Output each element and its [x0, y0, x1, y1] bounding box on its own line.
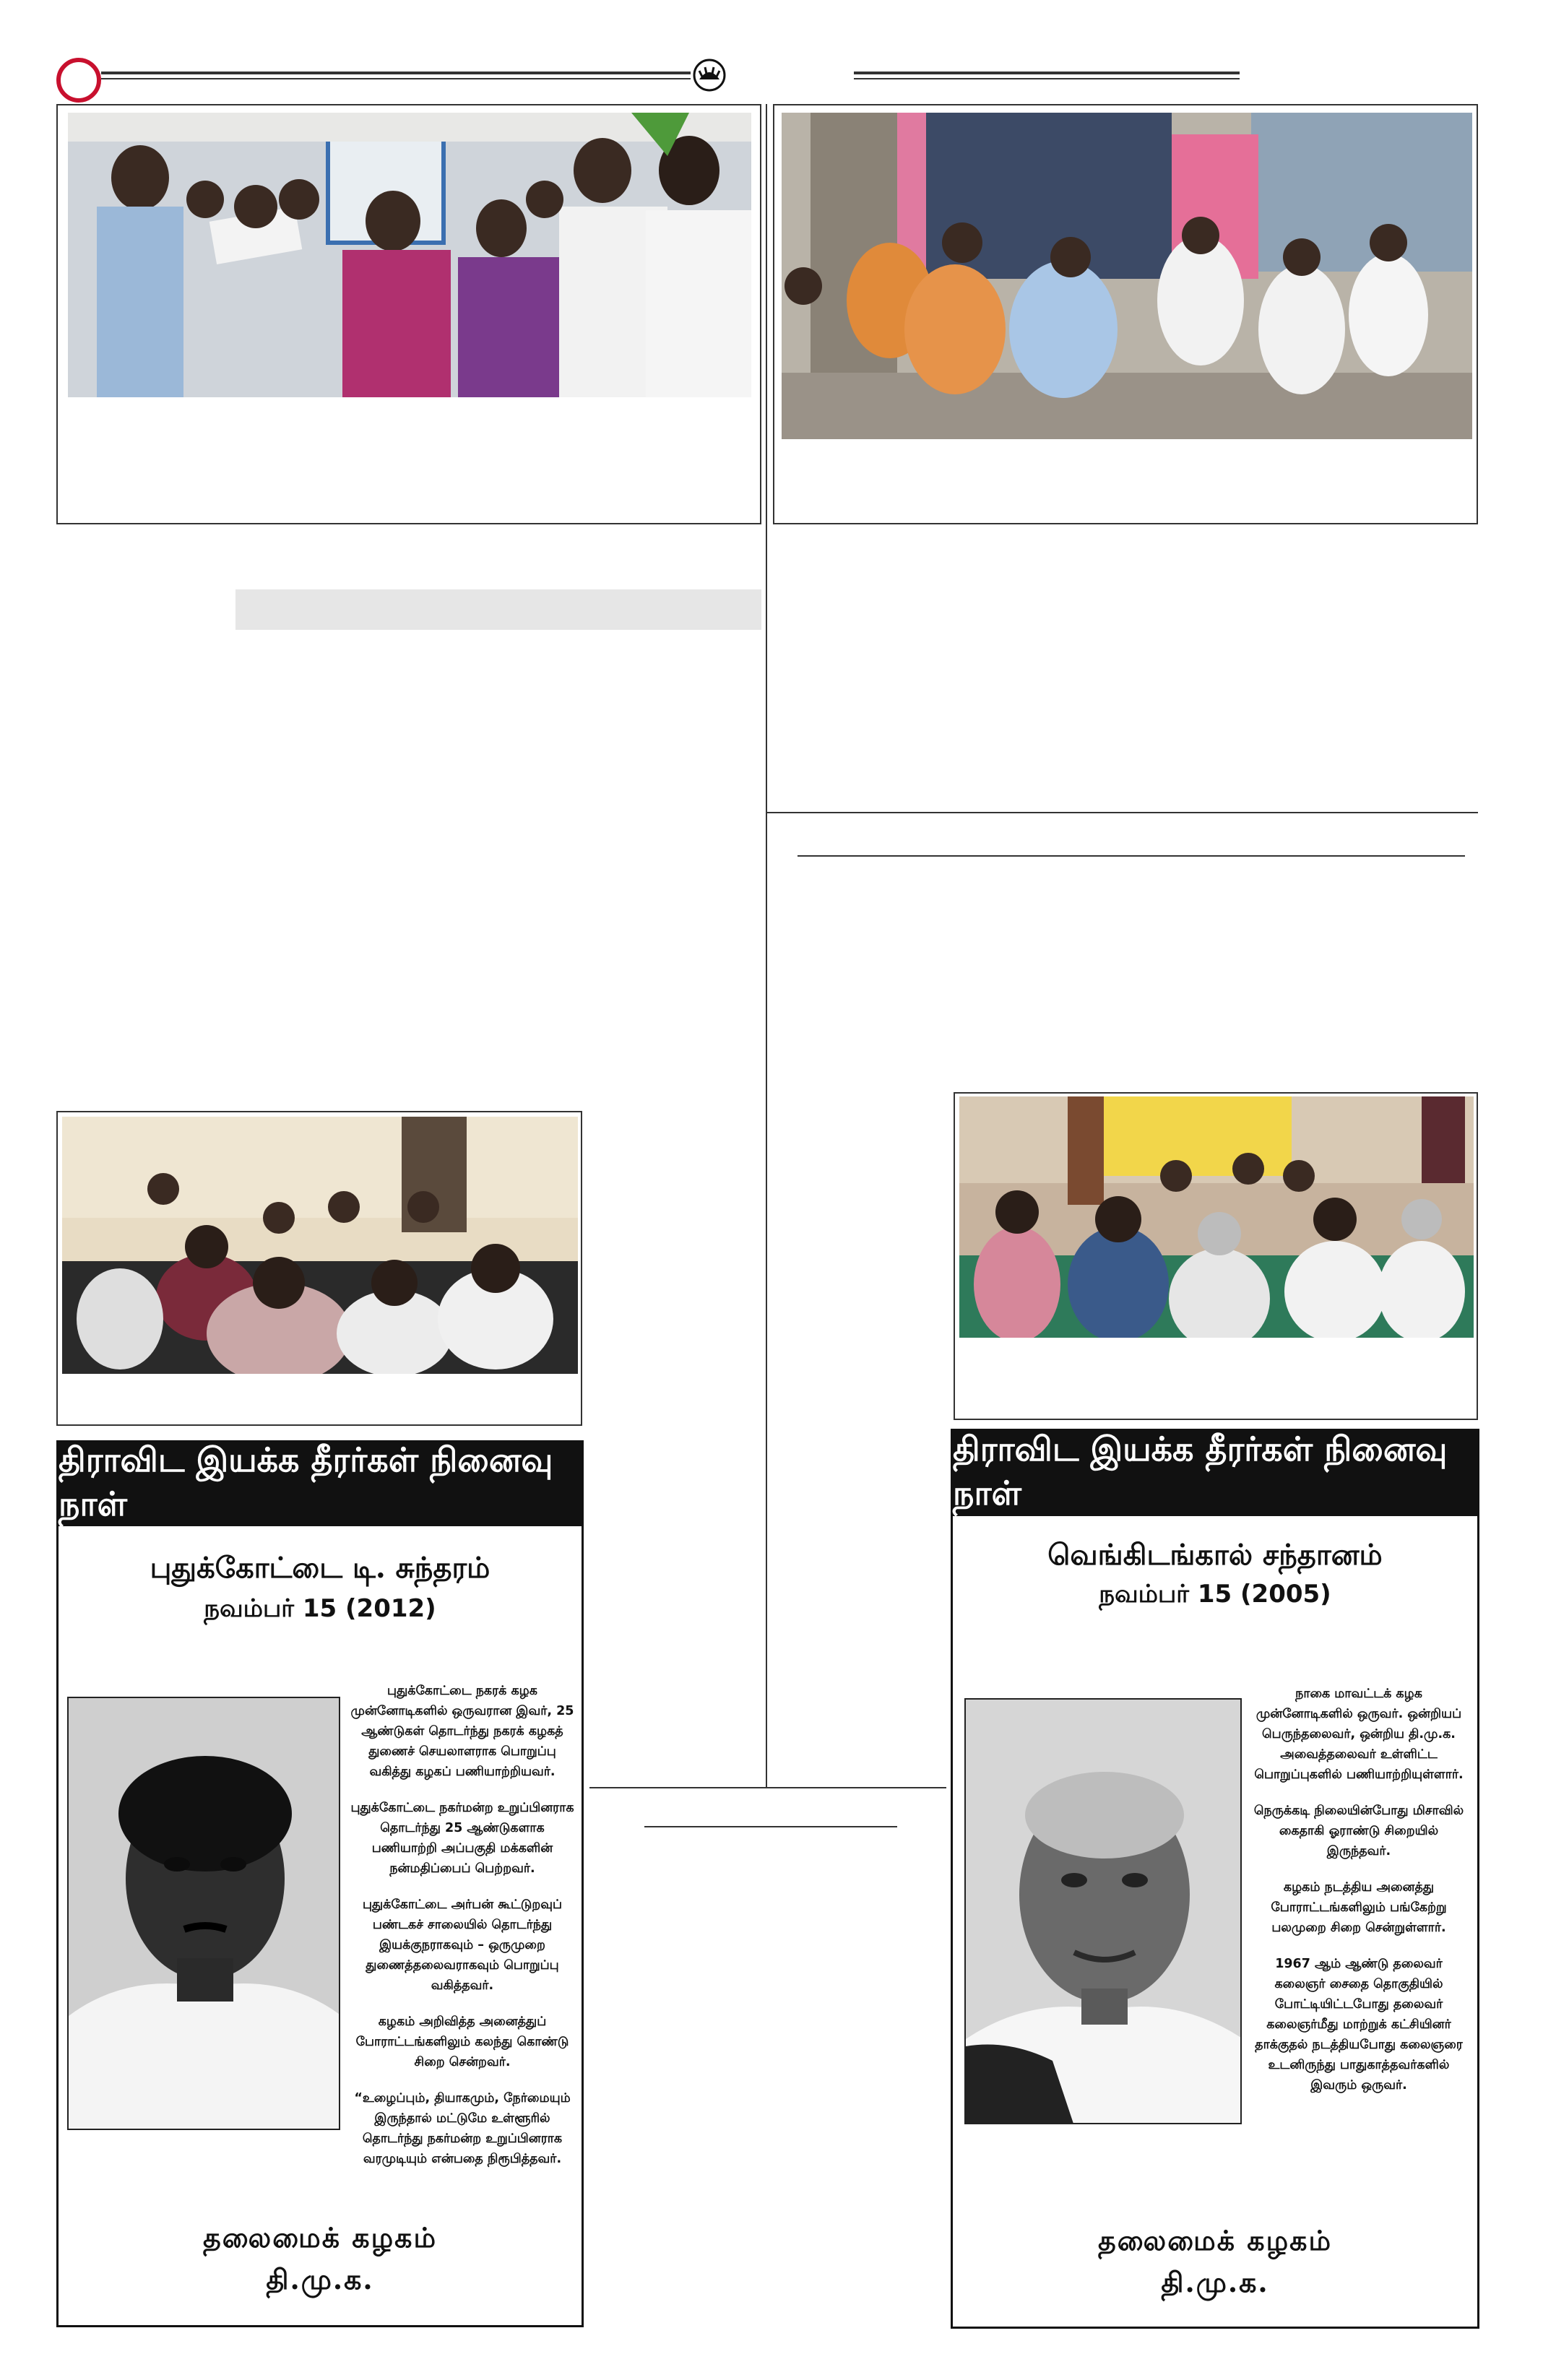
- headline-rule-right: [798, 855, 1465, 857]
- footer-headquarters: தலைமைக் கழகம்: [1097, 2224, 1333, 2256]
- bio-paragraph: நெருக்கடி நிலையின்போது மிசாவில் கைதாகி ஓராண்டு சிறையில் இருந்தவர்.: [1253, 1804, 1464, 1858]
- person-name: வெங்கிடங்கால் சந்தானம்: [1047, 1538, 1383, 1572]
- photo-street-inspection: [782, 113, 1472, 439]
- photo-frame-middle-left: [56, 1111, 582, 1426]
- biography-text: [350, 1681, 574, 2185]
- masthead-circle: [56, 58, 101, 103]
- bio-paragraph: கழகம் அறிவித்த அனைத்துப் போராட்டங்களிலும் கலந்து கொண்டு சிறை சென்றவர்.: [355, 2015, 569, 2069]
- photo-officials-meeting: [68, 113, 751, 397]
- headline-rule-center: [644, 1826, 897, 1827]
- person-name: புதுக்கோட்டை டி. சுந்தரம்: [150, 1551, 490, 1585]
- footer-party-name: தி.மு.க.: [266, 2263, 374, 2295]
- section-rule-right: [767, 812, 1478, 813]
- section-rule-center: [589, 1787, 946, 1788]
- caption-bar: [235, 589, 761, 630]
- memorial-title: திராவிட இயக்க தீரர்கள் நினைவு நாள்: [953, 1431, 1477, 1516]
- photo-party-meeting-hall: [62, 1117, 578, 1374]
- footer-party-name: தி.மு.க.: [1161, 2266, 1269, 2298]
- person-date: நவம்பர் 15 (2005): [1099, 1580, 1331, 1609]
- footer-organization: [59, 2217, 582, 2301]
- column-rule-vertical-center: [766, 104, 767, 1787]
- memorial-box-left: [56, 1440, 584, 2327]
- person-date: நவம்பர் 15 (2012): [204, 1594, 436, 1623]
- memorial-box-right: [951, 1429, 1479, 2329]
- footer-headquarters: தலைமைக் கழகம்: [202, 2221, 438, 2254]
- photo-frame-middle-right: [954, 1092, 1478, 1420]
- photo-frame-top-right: [773, 104, 1478, 524]
- bio-paragraph: புதுக்கோட்டை நகர்மன்ற உறுப்பினராக தொடர்ந்து 25 ஆண்டுகளாக பணியாற்றி அப்பகுதி மக்களின் நன்மதிப்பைப் பெற்றவர்.: [350, 1801, 574, 1876]
- masthead-rule-right: [854, 72, 1240, 74]
- masthead-rule-left: [101, 72, 691, 74]
- memorial-title: திராவிட இயக்க தீரர்கள் நினைவு நாள்: [59, 1442, 582, 1526]
- photo-committee-meeting: [959, 1096, 1474, 1338]
- bio-paragraph: புதுக்கோட்டை நகரக் கழக முன்னோடிகளில் ஒருவரான இவர், 25 ஆண்டுகள் தொடர்ந்து நகரக் கழகத் துணைச் செயலாளராக பொறுப்பு வகித்து கழகப் பணியாற்றியவர்.: [350, 1684, 574, 1779]
- bio-paragraph: 1967 ஆம் ஆண்டு தலைவர் கலைஞர் சைதை தொகுதியில் போட்டியிட்டபோது தலைவர் கலைஞர்மீது மாற்றுக் கட்சியினர் தாக்குதல் நடத்தியபோது கலைஞரை உடனிருந்து பாதுகாத்தவர்களில் இவரும் ஒருவர்.: [1255, 1957, 1463, 2093]
- portrait-photo: [67, 1697, 340, 2130]
- bio-paragraph: நாகை மாவட்டக் கழக முன்னோடிகளில் ஒருவர். ஒன்றியப் பெருந்தலைவர், ஒன்றிய தி.மு.க. அவைத்தலைவர் உள்ளிட்ட பொறுப்புகளில் பணியாற்றியுள்ளார்.: [1254, 1687, 1464, 1782]
- masthead-rule-right-thin: [854, 78, 1240, 79]
- rising-sun-emblem-icon: [692, 58, 727, 92]
- bio-paragraph: “உழைப்பும், தியாகமும், நேர்மையும் இருந்தால் மட்டுமே உள்ளூரில் தொடர்ந்து நகர்மன்ற உறுப்பினராக வரமுடியும் என்பதை நிரூபித்தவர்.: [354, 2091, 571, 2166]
- bio-paragraph: புதுக்கோட்டை அர்பன் கூட்டுறவுப் பண்டகச் சாலையில் தொடர்ந்து இயக்குநராகவும் – ஒருமுறை துணைத்தலைவராகவும் பொறுப்பு வகித்தவர்.: [362, 1897, 563, 1993]
- biography-text: [1250, 1684, 1467, 2111]
- footer-organization: [953, 2220, 1477, 2303]
- bio-paragraph: கழகம் நடத்திய அனைத்து போராட்டங்களிலும் பங்கேற்று பலமுறை சிறை சென்றுள்ளார்.: [1271, 1880, 1447, 1935]
- portrait-photo: [964, 1698, 1242, 2124]
- masthead-rule-left-thin: [101, 78, 691, 79]
- photo-frame-top-left: [56, 104, 761, 524]
